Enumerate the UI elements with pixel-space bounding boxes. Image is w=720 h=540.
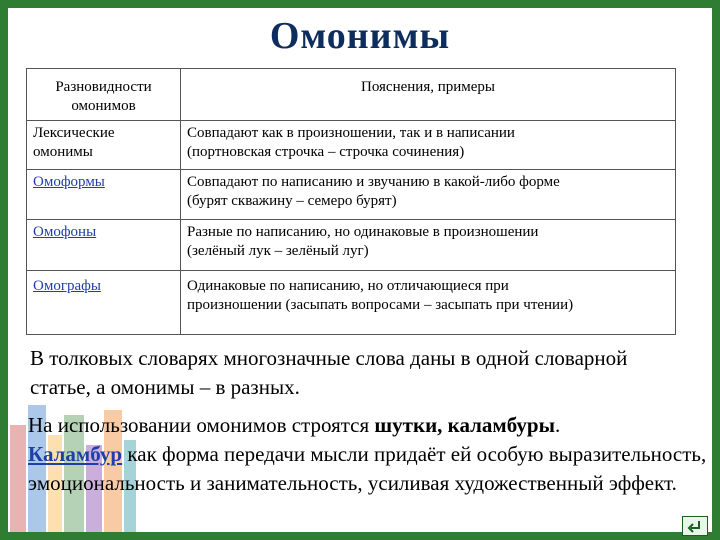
dictionary-note: В толковых словарях многозначные слова даны в одной словарной статье, а омонимы – в разных.	[30, 346, 628, 399]
table-row	[27, 271, 676, 335]
frame-right	[712, 0, 720, 540]
frame-left	[0, 0, 8, 540]
table-row	[27, 121, 676, 170]
pun-note-dot: .	[555, 413, 561, 437]
row-example: (бурят скважину – семеро бурят)	[187, 193, 397, 209]
row-explanation	[181, 271, 676, 335]
row-desc: Одинаковые по написанию, но отличающиеся при	[187, 278, 509, 294]
kalambur-link[interactable]: Каламбур	[28, 442, 123, 466]
row-explanation	[181, 220, 676, 271]
frame-top	[0, 0, 720, 8]
return-arrow-icon	[687, 519, 703, 533]
term-lexical: Лексические омонимы	[27, 121, 181, 170]
row-example: произношении (засыпать вопросами – засыпать при чтении)	[187, 297, 574, 313]
header-explanations: Пояснения, примеры	[181, 69, 676, 121]
homonyms-table	[26, 68, 676, 335]
header-types: Разновидности омонимов	[27, 69, 181, 121]
term-omofony-link[interactable]: Омофоны	[27, 220, 181, 271]
row-explanation	[181, 121, 676, 170]
table-header-row	[27, 69, 676, 121]
table-row	[27, 220, 676, 271]
back-button[interactable]	[682, 516, 708, 536]
row-desc: Совпадают по написанию и звучанию в какой-либо форме	[187, 174, 560, 190]
table-row	[27, 170, 676, 220]
row-desc: Совпадают как в произношении, так и в написании	[187, 125, 515, 141]
page-title: Омонимы	[269, 15, 451, 57]
term-omografy-link[interactable]: Омографы	[27, 271, 181, 335]
row-desc: Разные по написанию, но одинаковые в произношении	[187, 224, 539, 240]
pun-note-rest: как форма передачи мысли придаёт ей особую выразительность, эмоциональность и занимательность, усиливая художественный эффект.	[28, 442, 707, 495]
pun-note-text: На использовании омонимов строятся	[28, 413, 375, 437]
row-example: (портновская строчка – строчка сочинения)	[187, 144, 465, 160]
row-example: (зелёный лук – зелёный луг)	[187, 243, 369, 259]
pun-note	[28, 411, 708, 498]
frame-bottom	[0, 532, 720, 540]
term-omoformy-link[interactable]: Омоформы	[27, 170, 181, 220]
pun-note-bold: шутки, каламбуры	[374, 413, 555, 437]
row-explanation	[181, 170, 676, 220]
